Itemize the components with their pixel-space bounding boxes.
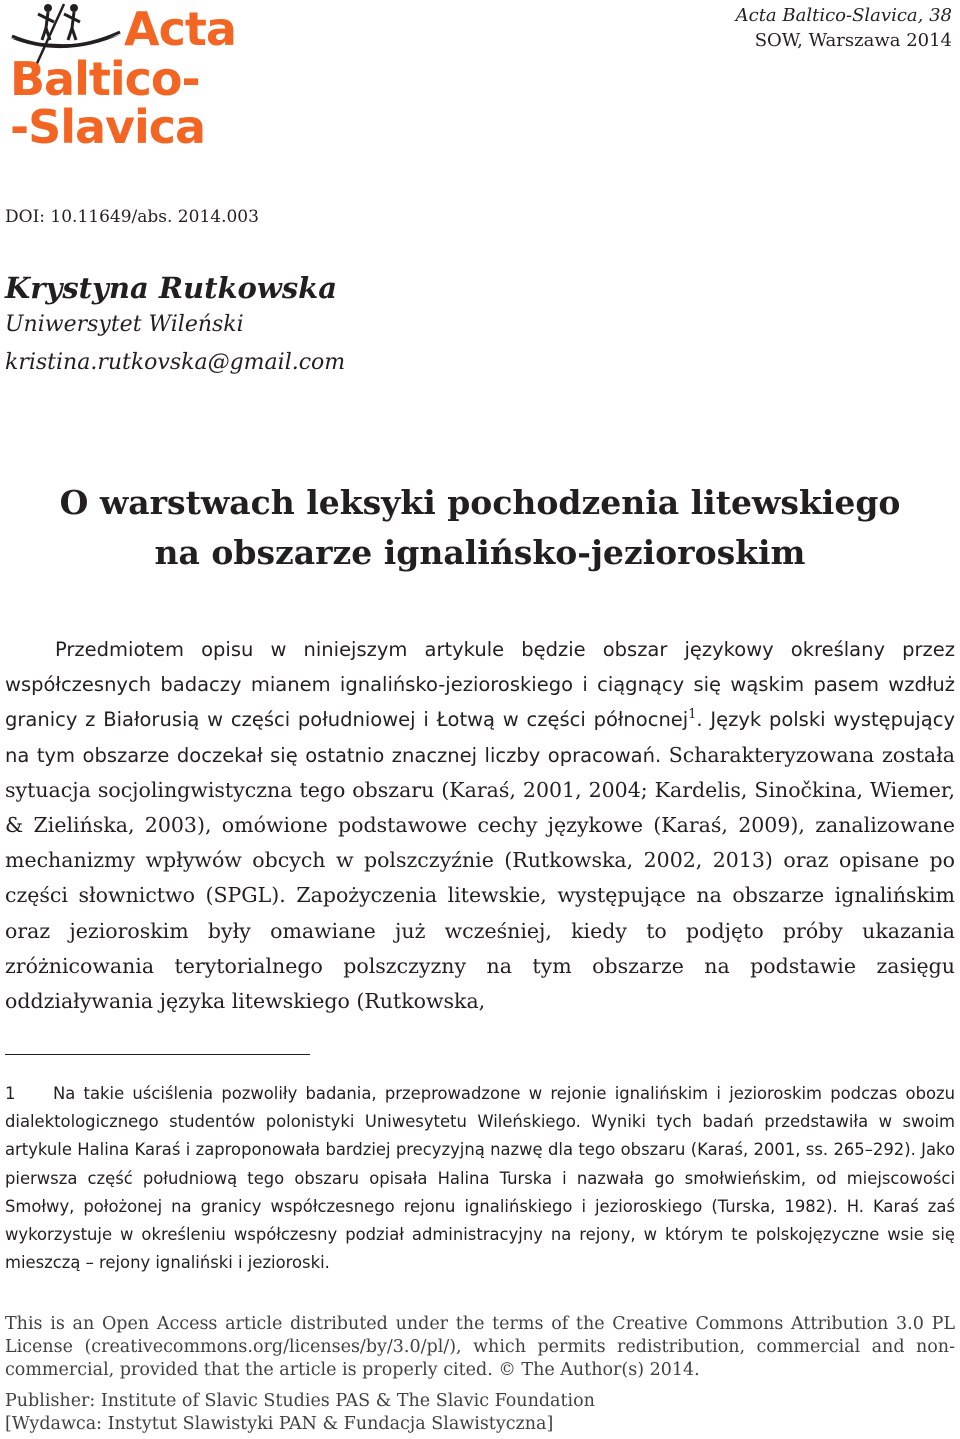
footnote-text: Na takie uściślenia pozwoliły badania, przeprowadzone w rejonie ignalińskim i jezioroskim podczas obozu dialektologicznego studentów polonistyki Uniwesytetu Wileńskiego. Wyniki tych badań przedstawiła w swoim artykule Halina Karaś i zaproponowała bardziej precyzyjną nazwę dla tego obszaru (Karaś, 2001, ss. 265–292). Jako pierwsza część południową tego obszaru opisała Halina Turska i nazwała go smołwieńskim, od miejscowości Smołwy, położonej na granicy współczesnego rejonu ignalińskiego i jezioroskiego (Turska, 1982). H. Karaś zaś wykorzystuje w określeniu współczesny podział administracyjny na rejony, w którym te polskojęzyczne wsie się mieszczą – rejony ignaliński i jezioroski. [5,1084,955,1273]
footnote [5,1080,955,1277]
logo-word-baltico: Baltico- [10,52,200,106]
author-block [5,270,345,382]
publisher-line-pl: [Wydawca: Instytut Slawistyki PAN & Fundacja Slawistyczna] [5,1414,554,1434]
article-title [0,478,960,578]
journal-logo [4,0,264,154]
body-text-run: Przedmiotem opisu w niniejszym artykule będzie obszar językowy określany przez współczesnych badaczy mianem ignalińsko-jezioroskiego i ciągnący się wąskim pasem wzdłuż granicy z Białorusią w części południowej i Łotwą w części północnej [5,638,955,732]
journal-volume: Acta Baltico-Slavica, 38 [735,5,952,26]
article-body [5,632,955,1019]
journal-publisher-line: SOW, Warszawa 2014 [754,30,952,51]
license-notice: This is an Open Access article distributed under the terms of the Creative Commons Attribution 3.0 PL License (creativecommons.org/licenses/by/3.0/pl/), which permits redistribution, commercial and non-commercial, provided that the article is properly cited. © The Author(s) 2014. [5,1314,955,1380]
doi[interactable]: DOI: 10.11649/abs. 2014.003 [5,207,259,227]
author-name: Krystyna Rutkowska [5,271,338,305]
publisher-info [5,1390,595,1436]
body-paragraph [5,632,955,1019]
body-text-run: . Język polski występujący na tym obszarze doczekał się ostatnio znacznej liczby opracowań. [5,708,955,767]
logo-word-acta: Acta [124,2,236,56]
footnote-divider [5,1054,310,1055]
title-line-1: O warstwach leksyki pochodzenia litewskiego [59,483,901,522]
author-affiliation: Uniwersytet Wileński [5,312,244,337]
footnote-ref[interactable]: 1 [688,707,697,723]
title-line-2: na obszarze ignalińsko-jezioroskim [154,533,806,572]
footnote-mark: 1 [5,1084,16,1103]
logo-word-slavica: -Slavica [10,100,206,154]
author-email[interactable]: kristina.rutkovska@gmail.com [5,350,346,375]
publisher-line-en: Publisher: Institute of Slavic Studies PAS & The Slavic Foundation [5,1391,595,1411]
journal-info [736,3,952,53]
body-text-run: Scharakteryzowana została sytuacja socjolingwistyczna tego obszaru (Karaś, 2001, 2004; Kardelis, Sinočkina, Wiemer, & Zielińska, 2003), omówione podstawowe cechy językowe (Karaś, 2009), zanalizowane mechanizmy wpływów obcych w polszczyźnie (Rutkowska, 2002, 2013) oraz opisane po części słownictwo (SPGL). Zapożyczenia litewskie, występujące na obszarze ignalińskim oraz jezioroskim były omawiane już wcześniej, kiedy to podjęto próby ukazania zróżnicowania terytorialnego polszczyzny na tym obszarze na podstawie zasięgu oddziaływania języka litewskiego (Rutkowska, [5,742,955,1014]
